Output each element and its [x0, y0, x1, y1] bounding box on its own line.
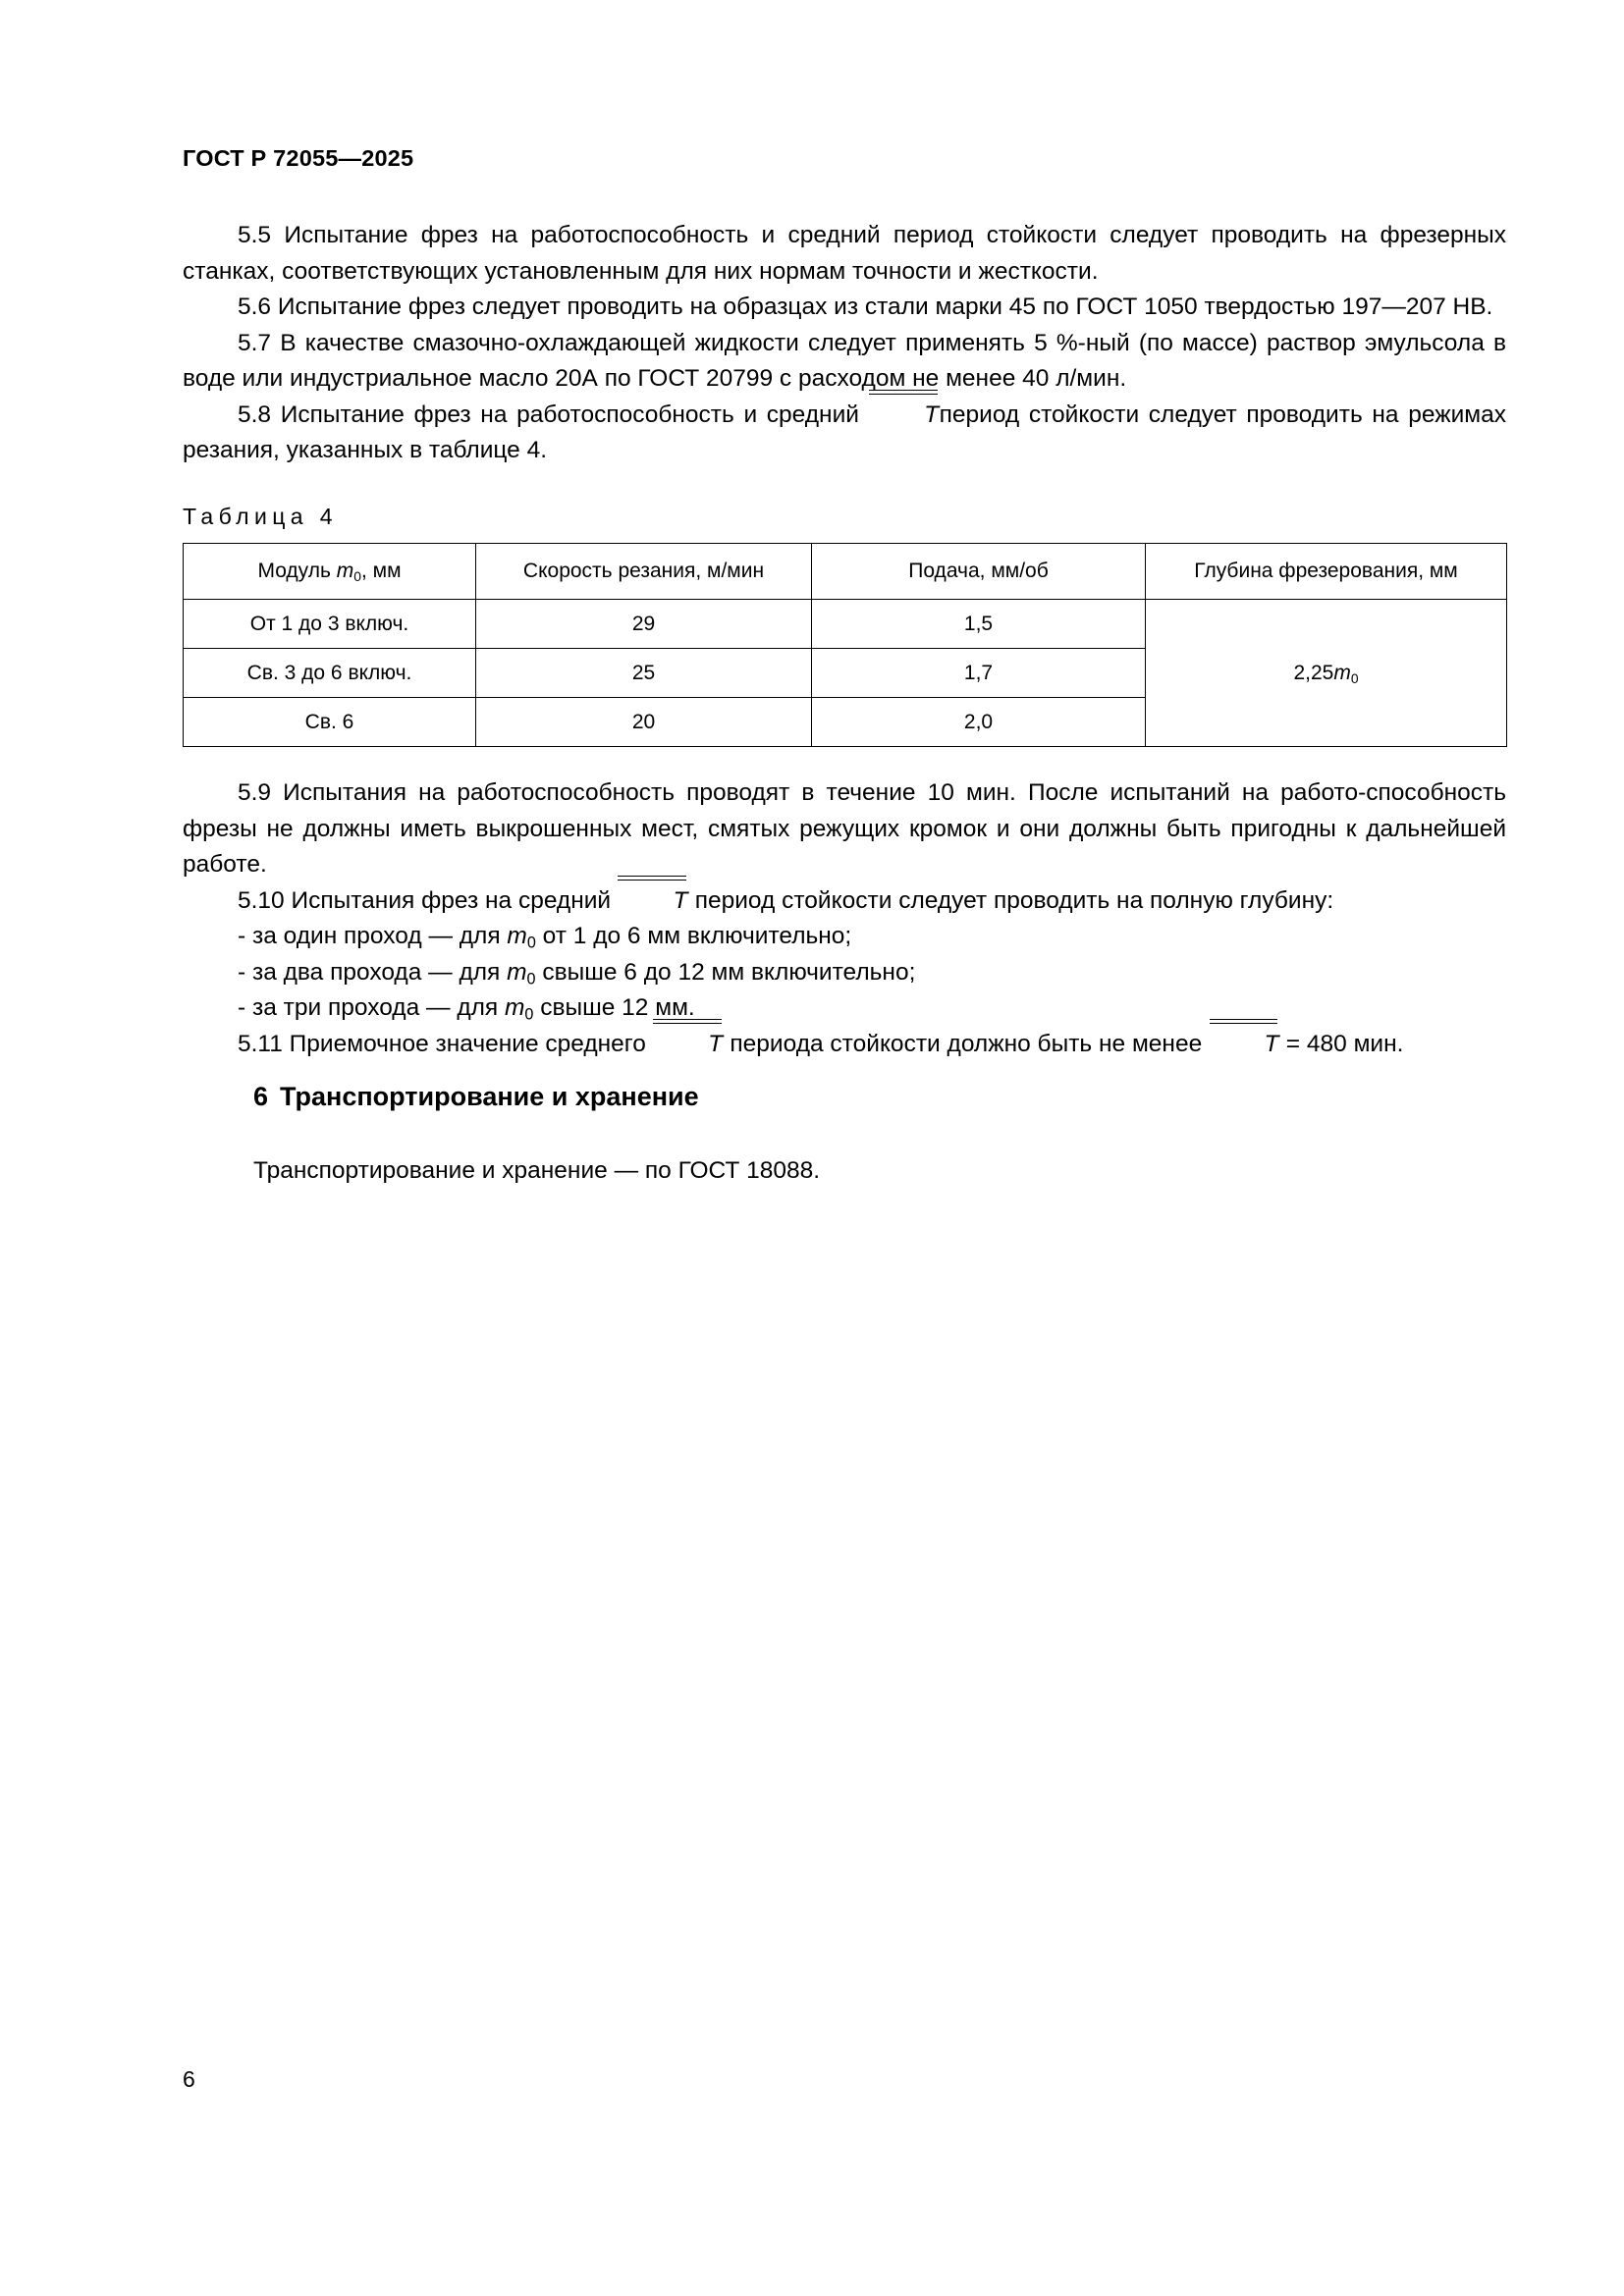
- list-item-text-pre: за один проход — для: [251, 923, 508, 949]
- cell-feed: 1,5: [812, 600, 1146, 649]
- mean-tool-life-symbol: T: [618, 883, 688, 920]
- cell-speed: 25: [476, 649, 812, 698]
- cell-module: Св. 6: [184, 698, 476, 747]
- paragraph-5-9-line-2: способность фрезы не должны иметь выкрошенных мест, смятых режущих кромок и они должны быть: [183, 779, 1506, 842]
- cell-module: От 1 до 3 включ.: [184, 600, 476, 649]
- cell-feed: 2,0: [812, 698, 1146, 747]
- paragraph-5-6: [183, 290, 1506, 326]
- mean-tool-life-symbol: T: [653, 1027, 724, 1063]
- table-header-module-sub: 0: [353, 567, 361, 584]
- page-number: 6: [183, 2066, 195, 2092]
- paragraph-5-5: [183, 218, 1506, 290]
- list-item-text-post: свыше 12 мм.: [533, 994, 695, 1021]
- table-header-feed: Подача, мм/об: [812, 544, 1146, 600]
- table-4-container: [183, 543, 1506, 747]
- paragraph-5-6-line-1: 5.6 Испытание фрез следует проводить на образцах из стали марки 45 по ГОСТ 1050 твердостью: [238, 294, 1335, 320]
- list-dash: -: [238, 923, 252, 949]
- paragraph-5-11-text-post: = 480 мин.: [1278, 1030, 1404, 1057]
- cell-speed: 20: [476, 698, 812, 747]
- paragraph-5-8-text-before-symbol: 5.8 Испытание фрез на работоспособность и средний: [238, 400, 869, 428]
- module-subscript: 0: [524, 1005, 534, 1024]
- cell-milling-depth-var: m: [1333, 661, 1351, 684]
- mean-tool-life-symbol: T: [869, 398, 940, 434]
- cell-speed: 29: [476, 600, 812, 649]
- paragraph-5-9-line-1: 5.9 Испытания на работоспособность проводят в течение 10 мин. После испытаний на работо-: [238, 779, 1367, 806]
- paragraph-5-7-line-1: 5.7 В качестве смазочно-охлаждающей жидкости следует применять 5 %-ный (по массе) раствор: [238, 329, 1356, 356]
- paragraph-5-10: [183, 883, 1506, 920]
- list-item: [183, 955, 1506, 991]
- list-item-text-post: от 1 до 6 мм включительно;: [535, 923, 852, 949]
- cell-feed: 1,7: [812, 649, 1146, 698]
- paragraph-5-8-line-2: режимах резания, указанных в таблице 4.: [183, 400, 1506, 463]
- list-item: [183, 919, 1506, 955]
- paragraph-5-8: [183, 398, 1506, 469]
- section-6-title: Транспортирование и хранение: [280, 1082, 699, 1111]
- section-6-body: Транспортирование и хранение — по ГОСТ 18088.: [253, 1157, 821, 1184]
- paragraph-5-5-line-2: фрезерных станках, соответствующих установленным для них нормам точности и жесткости.: [183, 222, 1507, 285]
- module-symbol: m: [507, 923, 527, 949]
- module-symbol: m: [507, 958, 527, 986]
- module-symbol: m: [504, 994, 525, 1021]
- cell-module: Св. 3 до 6 включ.: [184, 649, 476, 698]
- module-subscript: 0: [526, 934, 536, 952]
- paragraph-5-11-text-pre: 5.11 Приемочное значение среднего: [238, 1030, 653, 1057]
- paragraph-5-10-text-before-symbol: 5.10 Испытания фрез на средний: [238, 886, 618, 914]
- cell-milling-depth-merged: [1146, 600, 1507, 747]
- table-caption: Таблица 4: [183, 504, 338, 529]
- section-6-heading: [253, 1082, 699, 1112]
- paragraph-5-10-text-after-symbol: период стойкости следует проводить на полную глубину:: [687, 886, 1334, 914]
- paragraph-5-9: [183, 775, 1506, 883]
- list-item-text-pre: за три прохода — для: [251, 994, 505, 1021]
- list-item: [183, 990, 1506, 1027]
- document-header-standard-id: ГОСТ Р 72055—2025: [183, 145, 414, 171]
- table-header-milling-depth: Глубина фрезерования, мм: [1146, 544, 1507, 600]
- section-6-number: 6: [253, 1082, 269, 1111]
- table-header-module-var: m: [336, 560, 354, 582]
- paragraph-5-7: [183, 326, 1506, 398]
- list-item-text-pre: за два прохода — для: [251, 958, 508, 986]
- body-text-upper: [183, 218, 1506, 469]
- table-header-module-post: , мм: [360, 560, 402, 582]
- paragraph-5-11-text-mid: периода стойкости должно быть не менее: [723, 1030, 1210, 1057]
- table-header-cutting-speed: Скорость резания, м/мин: [476, 544, 812, 600]
- list-dash: -: [238, 994, 252, 1021]
- module-subscript: 0: [526, 970, 536, 988]
- paragraph-5-8-text-after-symbol: период стойкости следует проводить на: [939, 400, 1399, 428]
- table-header-module-pre: Модуль: [257, 560, 337, 582]
- cell-milling-depth-pre: 2,25: [1293, 661, 1334, 684]
- paragraph-5-11: [183, 1027, 1506, 1063]
- mean-tool-life-symbol: T: [1209, 1027, 1279, 1063]
- table-header-module: [184, 544, 476, 600]
- list-item-text-post: свыше 6 до 12 мм включительно;: [535, 958, 916, 986]
- paragraph-5-7-line-2: эмульсола в воде или индустриальное масло 20А по ГОСТ 20799 с расходом не менее 40 л/мин.: [183, 329, 1507, 392]
- table-row: [184, 600, 1507, 649]
- table-header-row: [184, 544, 1507, 600]
- body-text-lower: [183, 775, 1506, 1062]
- paragraph-5-5-line-1: 5.5 Испытание фрез на работоспособность и средний период стойкости следует проводить на: [238, 222, 1368, 248]
- table-4: [183, 543, 1507, 747]
- paragraph-5-9-line-3: пригодны к дальнейшей работе.: [183, 815, 1507, 878]
- list-dash: -: [238, 958, 252, 986]
- paragraph-5-6-line-2: 197—207 HB.: [1341, 294, 1493, 320]
- cell-milling-depth-sub: 0: [1350, 669, 1359, 686]
